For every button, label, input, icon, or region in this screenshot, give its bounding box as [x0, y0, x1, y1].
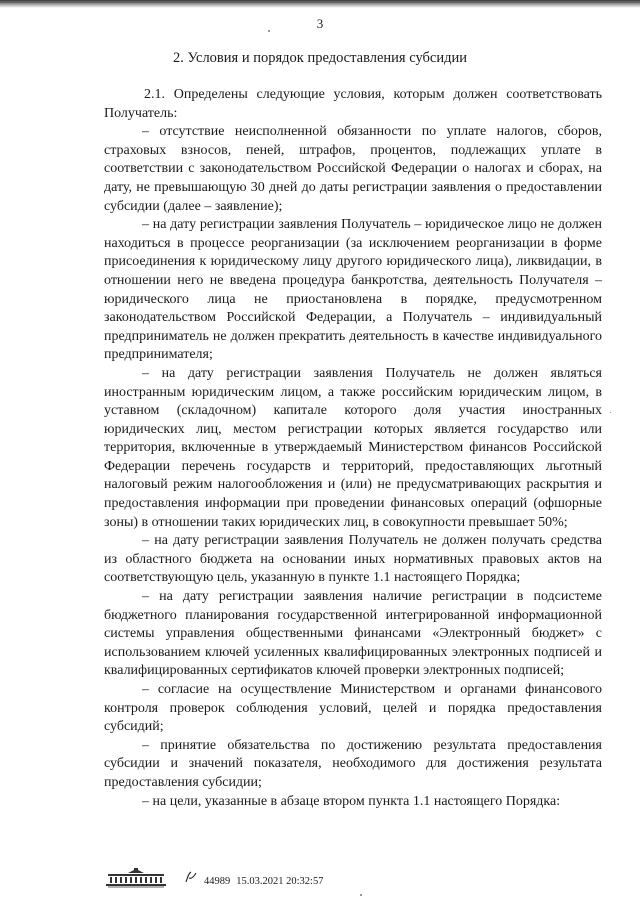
- section-title: 2. Условия и порядок предоставления субсидии: [172, 50, 467, 66]
- condition-reorganization: – на дату регистрации заявления Получатель – юридическое лицо не должен находиться в процессе реорганизации (за исключением реорганизации в форме присоединения к юридическому лицу другого юридического лица), ликвидации, в отношении него не введена процедура банкротства, деятельность Получателя – юридического лица не приостановлена в порядке, предусмотренном законодательством Российской Федерации, а Получатель – индивидуальный предприниматель не должен прекратить деятельность в качестве индивидуального предпринимателя;: [104, 217, 602, 363]
- condition-taxes: – отсутствие неисполненной обязанности по уплате налогов, сборов, страховых взносов, пеней, штрафов, процентов, подлежащих уплате в соответствии с законодательством Российской Федерации о налогах и сборах, на дату, не превышающую 30 дней до даты регистрации заявления о предоставлении субсидии (далее – заявление);: [104, 124, 602, 214]
- page-number: 3: [316, 16, 324, 31]
- document-body: [104, 86, 602, 811]
- condition-other-funds: – на дату регистрации заявления Получатель не должен получать средства из областного бюджета на основании иных нормативных правовых актов на соответствующую цель, указанную в пункте 1.1 настоящего Порядка;: [104, 533, 602, 586]
- building-emblem-icon: [104, 868, 168, 888]
- condition-foreign-entity: – на дату регистрации заявления Получатель не должен являться иностранным юридическим лицом, а также российским юридическим лицом, в уставном (складочном) капитале которого доля участия иностранных юридических лиц, местом регистрации которых является государство или территория, включенные в утверждаемый Министерством финансов Российской Федерации перечень государств и территорий, предоставляющих льготный налоговый режим налогообложения и (или) не предусматривающих раскрытия и предоставления информации при проведении финансовых операций (офшорные зоны) в отношении таких юридических лиц, в совокупности превышает 50%;: [104, 365, 602, 530]
- condition-electronic-budget: – на дату регистрации заявления наличие регистрации в подсистеме бюджетного планирования государственной интегрированной информационной системы управления общественными финансами «Электронный бюджет» с использованием ключей усиленных квалифицированных электронных подписей и квалифицированных сертификатов ключей проверки электронных подписей;: [104, 589, 602, 679]
- paragraph-2-1: 2.1. Определены следующие условия, которым должен соответствовать Получатель:: [104, 87, 602, 121]
- document-timestamp: 15.03.2021 20:32:57: [236, 875, 324, 887]
- condition-purposes: – на цели, указанные в абзаце втором пункта 1.1 настоящего Порядка:: [142, 793, 561, 809]
- condition-control-consent: – согласие на осуществление Министерством и органами финансового контроля проверок соблюдения условий, целей и порядка предоставления субсидий;: [104, 682, 602, 735]
- document-stamp: [184, 870, 323, 887]
- document-number: 44989: [204, 875, 231, 887]
- scan-top-shadow: [0, 0, 640, 8]
- document-footer: [104, 867, 323, 889]
- handwritten-mark-icon: [184, 870, 198, 884]
- condition-result-obligation: – принятие обязательства по достижению результата предоставления субсидии и значений показателя, необходимого для достижения результата предоставления субсидии;: [104, 737, 602, 790]
- scan-speck: [610, 412, 611, 413]
- scan-speck: [360, 894, 362, 896]
